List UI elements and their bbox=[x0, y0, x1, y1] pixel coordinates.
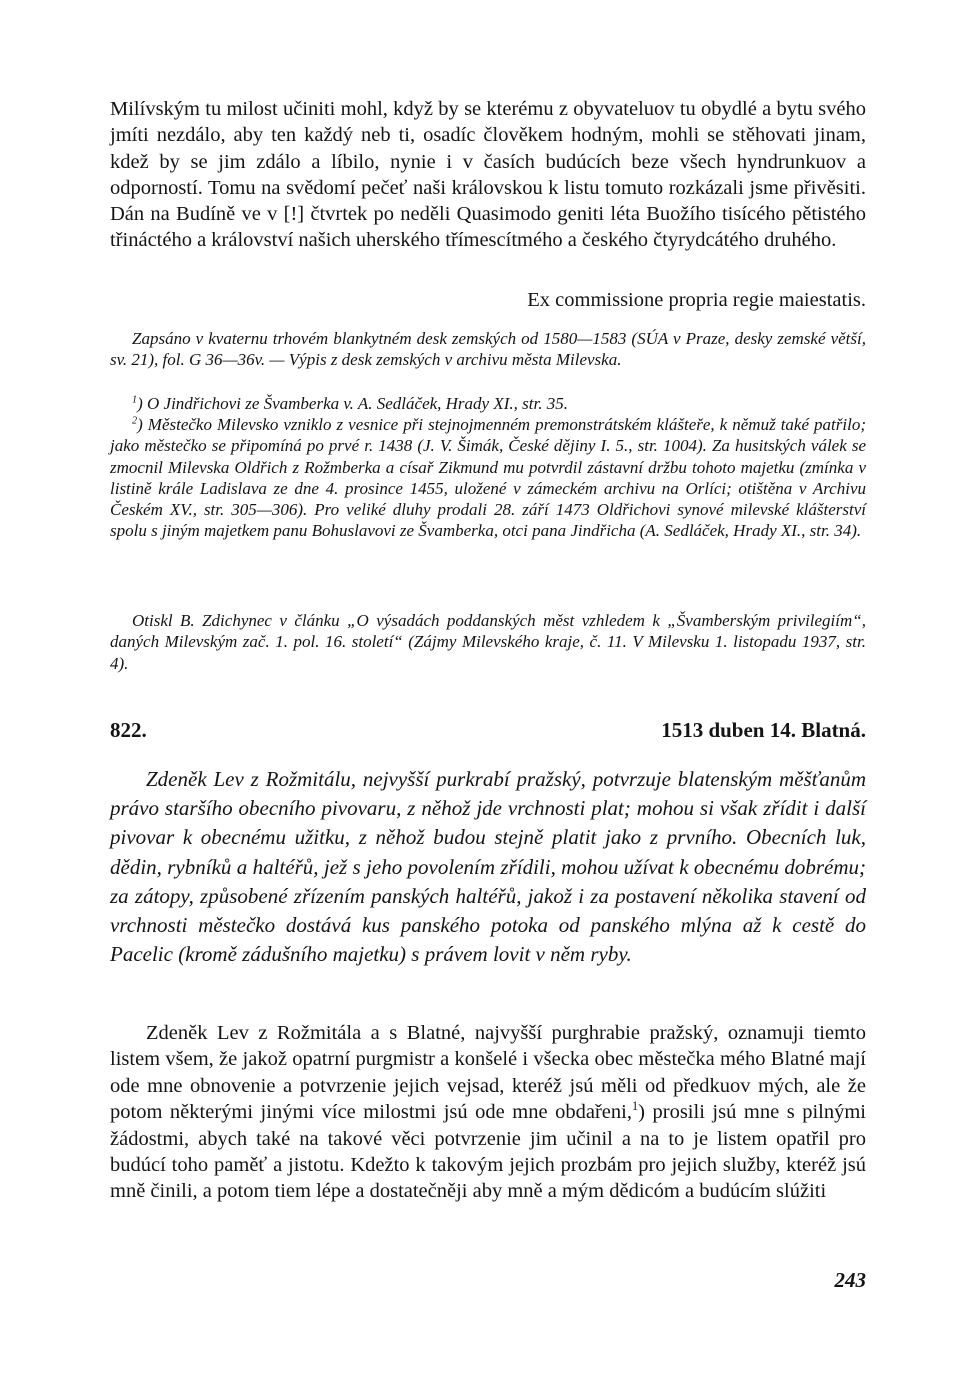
document-text-part-2: ) prosili jsú mne s pilnými žádostmi, abych také na takové věci potvrzenie jim učinil a na to je listem opatřil pro budúcí toho paměť a jistotu. Kdežto k takovým jejich prozbám pro jejich služby, kteréž jsú mně činili, a potom tiem lépe a dostatečněji aby mně a mým dědicóm a budúcím slúžiti bbox=[110, 1101, 866, 1203]
source-note: Zapsáno v kvaternu trhovém blankytném desk zemských od 1580—1583 (SÚA v Praze, desky zemské větší, sv. 21), fol. G 36—36v. — Výpis z desk zemských v archivu města Milevska. bbox=[110, 329, 866, 370]
regest-paragraph: Zdeněk Lev z Rožmitálu, nejvyšší purkrabí pražský, potvrzuje blatenským měšťanům právo staršího obecního pivovaru, z něhož jde vrchnosti plat; mohou si však zřídit i další pivovar k obecnému užitku, z něhož budou stejně platit jako z prvního. Obecních luk, dědin, rybníků a haltéřů, jež s jeho povolením zřídili, mohou užívat k obecnému dobrému; za zátopy, způsobené zřízením panských haltéřů, jakož i za postavení několika stavení od vrchnosti městečko dostává kus panského potoka od panského mlýna až k cestě do Pacelic (kromě zádušního majetku) s právem lovit v něm ryby. bbox=[110, 767, 866, 967]
footnote-2-text: ) Městečko Milevsko vzniklo z vesnice při stejnojmenném premonstrátském klášteře, k němuž také patřilo; jako městečko se připomíná po prvé r. 1438 (J. V. Šimák, České dějiny I. 5., str. 1004). Za husitských válek se zmocnil Milevska Oldřich z Rožmberka a císař Zikmund mu potvrdil zástavní držbu tohoto majetku (zmínka v listině krále Ladislava ze dne 4. prosince 1455, uložené v zámeckém archivu na Orlíci; otištěna v Archivu Českém XV., str. 305—306). Pro veliké dluhy prodali 28. září 1473 Oldřichovi synové milevské klášterství spolu s jiným majetkem panu Bohuslavovi ze Švamberka, otci pana Jindřicha (A. Sedláček, Hrady XI., str. 34). bbox=[110, 415, 866, 541]
document-date-place: 1513 duben 14. Blatná. bbox=[661, 718, 866, 742]
document-number: 822. bbox=[110, 718, 147, 742]
document-text bbox=[110, 1020, 866, 1205]
printed-note: Otiskl B. Zdichynec v článku „O výsadách poddanských měst vzhledem k „Švamberským privilegiím“, daných Milevským zač. 1. pol. 16. století“ (Zájmy Milevského kraje, č. 11. V Milevsku 1. listopadu 1937, str. 4). bbox=[110, 611, 866, 673]
footnote-2 bbox=[110, 414, 866, 542]
document-text-part-1: Zdeněk Lev z Rožmitála a s Blatné, najvyšší purghrabie pražský, oznamuji tiemto listem všem, že jakož opatrní purgmistr a konšelé i všecka obec městečka mého Blatné mají ode mne obnovenie a potvrzenie jejich vejsad, kteréž jsú měli od předkuov mých, ale že potom některými jinými více milostmi jsú ode mne obdařeni, bbox=[110, 1022, 866, 1124]
footnote-1-marker: 1 bbox=[132, 394, 138, 406]
footnote-2-marker: 2 bbox=[132, 415, 138, 427]
document-footnote-marker: 1 bbox=[631, 1099, 639, 1114]
footnote-1 bbox=[110, 393, 866, 414]
signature-line: Ex commissione propria regie maiestatis. bbox=[527, 289, 866, 311]
top-paragraph: Milívským tu milost učiniti mohl, když by se kterému z obyvateluov tu obydlé a bytu svého jmíti nezdálo, aby ten každý neb ti, osadíc člověkem hodným, mohli se stěhovati jinam, kdež by se jim zdálo a líbilo, nynie i v časích budúcích beze všech hyndrunkuov a odporností. Tomu na svědomí pečeť naši královskou k listu tomuto rozkázali jsme přivěsiti. Dán na Budíně ve v [!] čtvrtek po neděli Quasimodo geniti léta Buožího tisícého pětistého třináctého a království našich uherského třímescítmého a českého čtyrydcátého druhého. bbox=[110, 98, 866, 252]
page-number: 243 bbox=[834, 1268, 866, 1292]
footnote-1-text: ) O Jindřichovi ze Švamberka v. A. Sedláček, Hrady XI., str. 35. bbox=[137, 394, 568, 413]
